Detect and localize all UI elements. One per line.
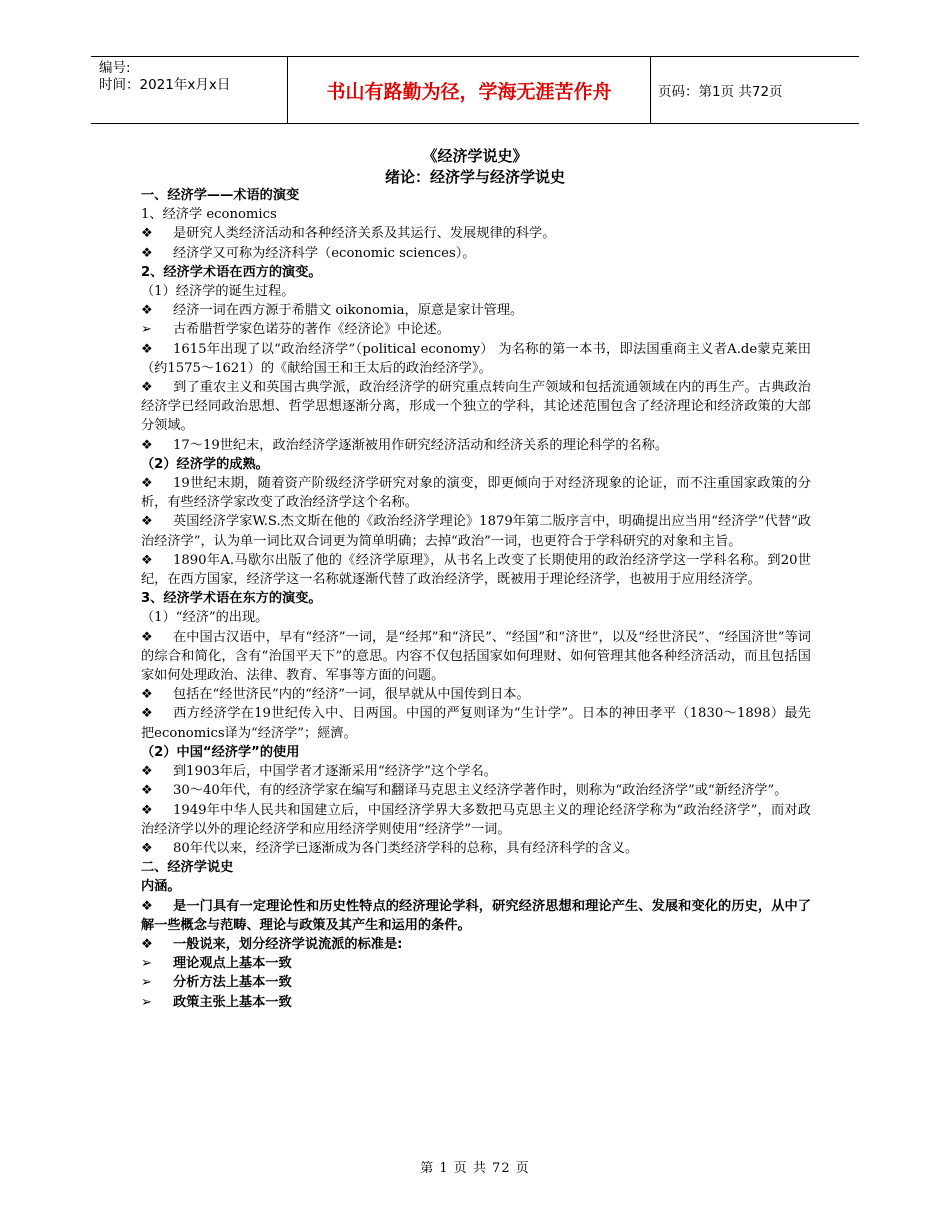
- bullet-paragraph: [141, 340, 811, 378]
- paragraph-text: 30～40年代，有的经济学家在编写和翻译马克思主义经济学著作时，则称为“政治经济学”或“新经济学”。: [173, 783, 788, 799]
- paragraph: [141, 743, 811, 762]
- paragraph-text: （1）“经济”的出现。: [141, 610, 269, 626]
- paragraph-text: （2）中国“经济学”的使用: [141, 744, 300, 760]
- paragraph: [141, 205, 811, 224]
- bullet-paragraph: [141, 954, 811, 973]
- paragraph-text: 经济学又可称为经济科学（economic sciences）。: [173, 245, 476, 261]
- paragraph-text: 英国经济学家W.S.杰文斯在他的《政治经济学理论》1879年第二版序言中，明确提出应当用“经济学”代替“政治经济学”，认为单一词比双合词更为简单明确；去掉“政治”一词，也更符合于学科研究的对象和主旨。: [141, 514, 811, 549]
- paragraph-text: 19世纪末期，随着资产阶级经济学研究对象的演变，即更倾向于对经济现象的论证，而不注重国家政策的分析，有些经济学家改变了政治经济学这个名称。: [141, 476, 811, 511]
- paragraph-text: 一、经济学——术语的演变: [141, 188, 300, 203]
- bullet-paragraph: [141, 320, 811, 339]
- bullet-paragraph: [141, 378, 811, 436]
- paragraph-text: 17～19世纪末，政治经济学逐渐被用作研究经济活动和经济关系的理论科学的名称。: [173, 437, 669, 453]
- paragraph: [141, 858, 811, 877]
- bullet-paragraph: [141, 935, 811, 954]
- bullet-paragraph: [141, 436, 811, 455]
- bullet-paragraph: [141, 685, 811, 704]
- arrow-bullet-icon: ➢: [141, 975, 153, 991]
- arrow-bullet-icon: ➢: [141, 322, 153, 338]
- document-subtitle: 绪论：经济学与经济学说史: [384, 168, 565, 186]
- paragraph: [141, 263, 811, 282]
- diamond-bullet-icon: ❖: [141, 303, 153, 319]
- header-page-info: 页码：第1页 共72页: [658, 84, 783, 100]
- header-motto: 书山有路勤为径，学海无涯苦作舟: [287, 57, 651, 123]
- bullet-paragraph: [141, 512, 811, 550]
- diamond-bullet-icon: ❖: [141, 629, 153, 645]
- paragraph-text: 1890年A.马歇尔出版了他的《经济学原理》，从书名上改变了长期使用的政治经济学这一学科名称。到20世纪，在西方国家，经济学这一名称就逐渐代替了政治经济学，既被用于理论经济学，也被用于应用经济学。: [141, 552, 811, 588]
- bullet-paragraph: [141, 762, 811, 781]
- diamond-bullet-icon: ❖: [141, 380, 153, 396]
- paragraph-text: 一般说来，划分经济学说流派的标准是:: [173, 936, 403, 952]
- bullet-paragraph: [141, 897, 811, 935]
- paragraph-text: （2）经济学的成熟。: [141, 456, 269, 472]
- diamond-bullet-icon: ❖: [141, 936, 153, 952]
- bullet-paragraph: [141, 781, 811, 800]
- paragraph-text: 1、经济学 economics: [141, 207, 277, 223]
- paragraph-text: 西方经济学在19世纪传入中、日两国。中国的严复则译为“生计学”。日本的神田孝平（1830～1898）最先把economics译为“经济学”；經濟。: [141, 706, 811, 741]
- paragraph-text: 分析方法上基本一致: [173, 975, 292, 991]
- diamond-bullet-icon: ❖: [141, 840, 153, 856]
- bullet-paragraph: [141, 973, 811, 992]
- header-meta: [91, 57, 287, 123]
- bullet-paragraph: [141, 839, 811, 858]
- paragraph-text: 1615年出现了以“政治经济学”（political economy） 为名称的第一本书，即法国重商主义者A.de蒙克莱田（约1575～1621）的《献给国王和王太后的政治经济学》。: [141, 341, 811, 376]
- bullet-paragraph: [141, 993, 811, 1012]
- paragraph-text: 2、经济学术语在西方的演变。: [141, 264, 322, 280]
- paragraph-text: 到1903年后，中国学者才逐渐采用“经济学”这个学名。: [173, 764, 497, 780]
- diamond-bullet-icon: ❖: [141, 706, 153, 722]
- paragraph: [141, 589, 811, 608]
- paragraph-text: 是研究人类经济活动和各种经济关系及其运行、发展规律的科学。: [173, 226, 556, 242]
- paragraph-text: 经济一词在西方源于希腊文 oikonomia，原意是家计管理。: [173, 303, 524, 319]
- paragraph: [141, 608, 811, 627]
- paragraph-text: 3、经济学术语在东方的演变。: [141, 591, 322, 607]
- document-title: 《经济学说史》: [422, 147, 528, 165]
- paragraph-text: 包括在“经世济民”内的“经济”一词，很早就从中国传到日本。: [173, 687, 530, 703]
- bullet-paragraph: [141, 244, 811, 263]
- diamond-bullet-icon: ❖: [141, 437, 153, 453]
- paragraph-text: 80年代以来，经济学已逐渐成为各门类经济学科的总称，具有经济科学的含义。: [173, 840, 639, 856]
- bullet-paragraph: [141, 704, 811, 742]
- page-footer: 第 1 页 共 72 页: [420, 1161, 530, 1176]
- time-label: 时间：2021年x月x日: [99, 77, 231, 93]
- diamond-bullet-icon: ❖: [141, 341, 153, 357]
- diamond-bullet-icon: ❖: [141, 802, 153, 818]
- paragraph: [141, 282, 811, 301]
- diamond-bullet-icon: ❖: [141, 783, 153, 799]
- number-label: 编号:: [99, 60, 131, 76]
- paragraph: [141, 877, 811, 896]
- diamond-bullet-icon: ❖: [141, 476, 153, 492]
- paragraph-text: 在中国古汉语中，早有“经济”一词，是“经邦”和“济民”、“经国”和“济世”，以及“经世济民”、“经国济世”等词的综合和简化，含有“治国平天下”的意思。内容不仅包括国家如何理财、如何管理其他各种经济活动，而且包括国家如何处理政治、法律、教育、军事等方面的问题。: [141, 629, 811, 684]
- bullet-paragraph: [141, 628, 811, 686]
- paragraph: [141, 455, 811, 474]
- bullet-paragraph: [141, 301, 811, 320]
- diamond-bullet-icon: ❖: [141, 687, 153, 703]
- diamond-bullet-icon: ❖: [141, 898, 153, 914]
- arrow-bullet-icon: ➢: [141, 994, 153, 1010]
- paragraph-text: 内涵。: [141, 879, 181, 895]
- diamond-bullet-icon: ❖: [141, 764, 153, 780]
- document-header: [91, 56, 859, 124]
- paragraph-text: 二、经济学说史: [141, 860, 234, 876]
- arrow-bullet-icon: ➢: [141, 956, 153, 972]
- diamond-bullet-icon: ❖: [141, 245, 153, 261]
- paragraph-text: （1）经济学的诞生过程。: [141, 284, 295, 300]
- diamond-bullet-icon: ❖: [141, 226, 153, 242]
- bullet-paragraph: [141, 801, 811, 839]
- paragraph-text: 到了重农主义和英国古典学派，政治经济学的研究重点转向生产领域和包括流通领域在内的再生产。古典政治经济学已经同政治思想、哲学思想逐渐分离，形成一个独立的学科，其论述范围包含了经济理论和经济政策的大部分领域。: [141, 380, 811, 434]
- paragraph-text: 理论观点上基本一致: [173, 956, 292, 972]
- diamond-bullet-icon: ❖: [141, 514, 153, 530]
- paragraph-text: 古希腊哲学家色诺芬的著作《经济论》中论述。: [173, 322, 450, 338]
- bullet-paragraph: [141, 224, 811, 243]
- paragraph-text: 政策主张上基本一致: [173, 994, 292, 1010]
- diamond-bullet-icon: ❖: [141, 552, 153, 568]
- paragraph: [141, 186, 811, 205]
- document-body: [141, 186, 811, 1012]
- bullet-paragraph: [141, 474, 811, 512]
- bullet-paragraph: [141, 551, 811, 589]
- paragraph-text: 是一门具有一定理论性和历史性特点的经济理论学科，研究经济思想和理论产生、发展和变化的历史，从中了解一些概念与范畴、理论与政策及其产生和运用的条件。: [141, 898, 811, 933]
- paragraph-text: 1949年中华人民共和国建立后，中国经济学界大多数把马克思主义的理论经济学称为“政治经济学”，而对政治经济学以外的理论经济学和应用经济学则使用“经济学”一词。: [141, 802, 811, 837]
